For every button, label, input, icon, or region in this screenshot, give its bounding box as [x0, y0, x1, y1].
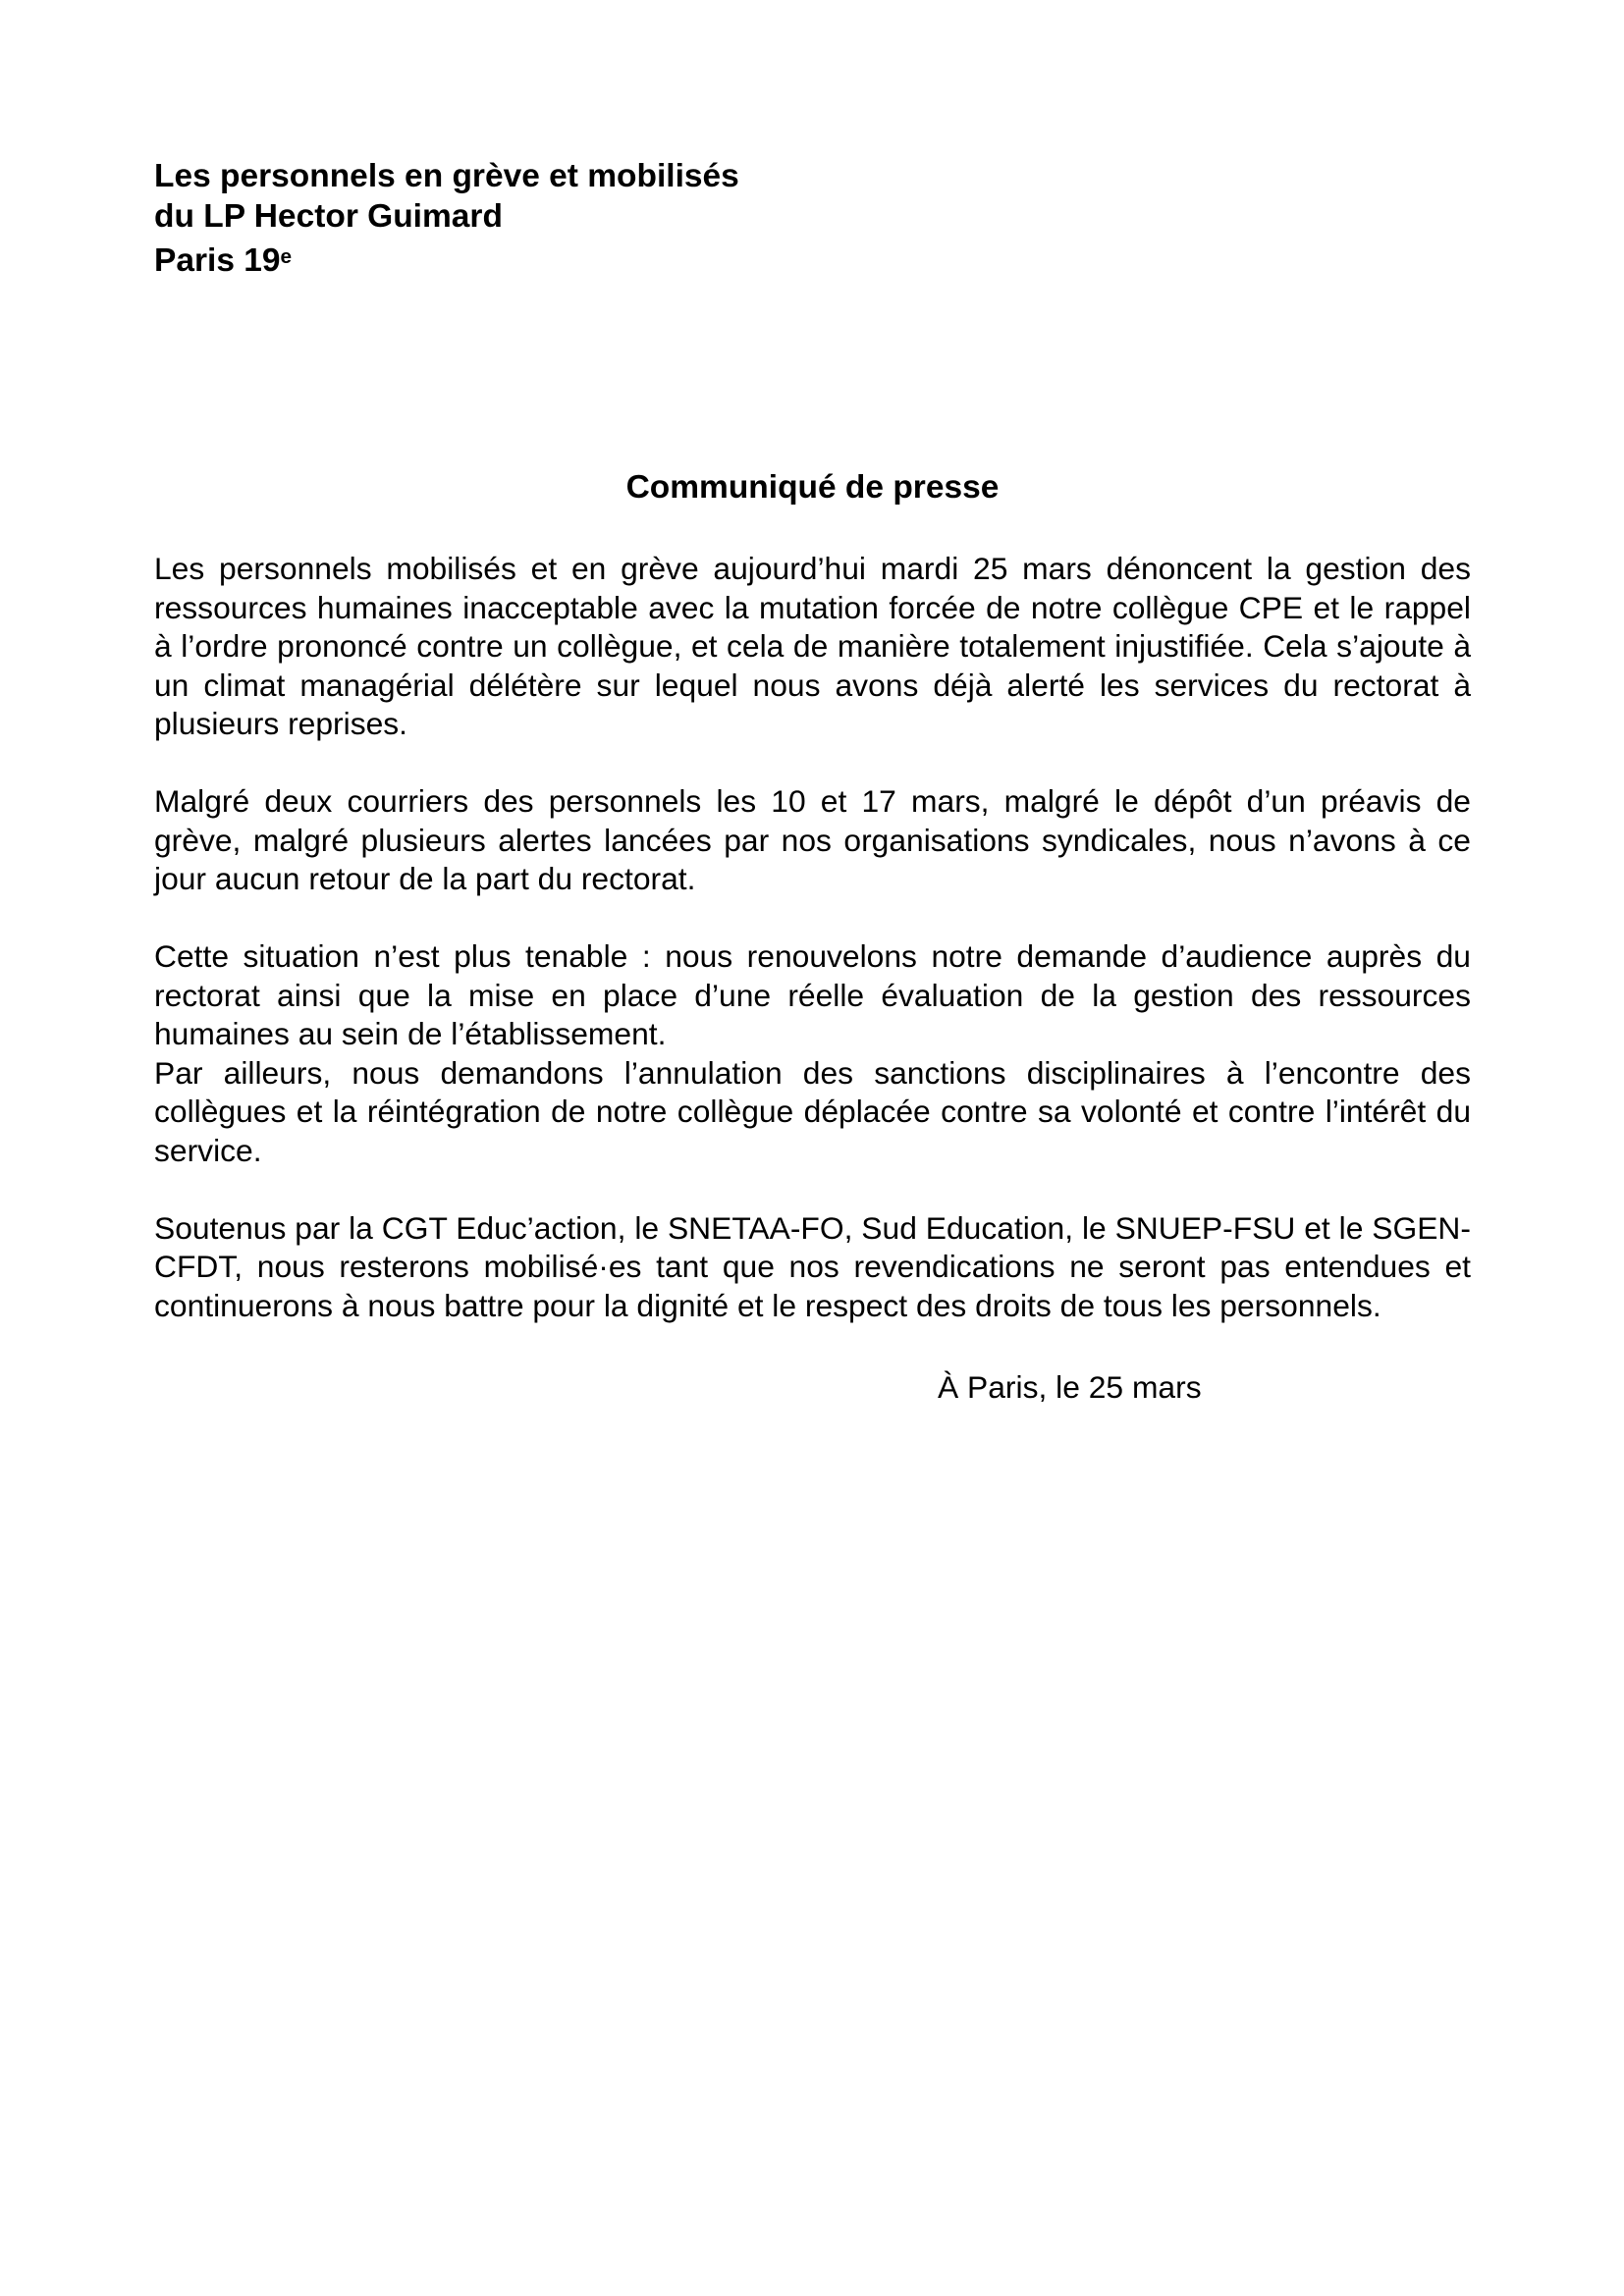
sender-line-3: [154, 237, 1471, 281]
ordinal-superscript: e: [280, 245, 293, 268]
sender-line-3-text: Paris 19: [154, 241, 281, 279]
press-release-body: [154, 550, 1471, 1408]
paragraph-4: Par ailleurs, nous demandons l’annulation des sanctions disciplinaires à l’encontre des collègues et la réintégration de notre collègue déplacée contre sa volonté et contre l’intérêt du service.: [154, 1054, 1471, 1168]
sender-line-1: Les personnels en grève et mobilisés: [154, 158, 739, 194]
paragraph-2: Malgré deux courriers des personnels les 10 et 17 mars, malgré le dépôt d’un préavis de grève, malgré plusieurs alertes lancées par nos organisations syndicales, nous n’avons à ce jour aucun retour de la part du rectorat.: [154, 783, 1471, 896]
press-release-title: Communiqué de presse: [625, 469, 1000, 506]
sender-block: [154, 156, 1471, 281]
paragraph-5: Soutenus par la CGT Educ’action, le SNETAA-FO, Sud Education, le SNUEP-FSU et le SGEN-CFDT, nous resterons mobilisé·es tant que nos revendications ne seront pas entendues et continuerons à nous battre pour la dignité et le respect des droits de tous les personnels.: [154, 1209, 1471, 1323]
dateline: À Paris, le 25 mars: [938, 1369, 1202, 1405]
paragraph-3: Cette situation n’est plus tenable : nous renouvelons notre demande d’audience auprès du rectorat ainsi que la mise en place d’une réelle évaluation de la gestion des ressources humaines au sein de l’établissement.: [154, 938, 1471, 1051]
paragraph-1: Les personnels mobilisés et en grève aujourd’hui mardi 25 mars dénoncent la gestion des ressources humaines inacceptable avec la mutation forcée de notre collègue CPE et le rappel à l’ordre prononcé contre un collègue, et cela de manière totalement injustifiée. Cela s’ajoute à un climat managérial délétère sur lequel nous avons déjà alerté les services du rectorat à plusieurs reprises.: [154, 551, 1471, 741]
sender-line-2: du LP Hector Guimard: [154, 198, 503, 235]
